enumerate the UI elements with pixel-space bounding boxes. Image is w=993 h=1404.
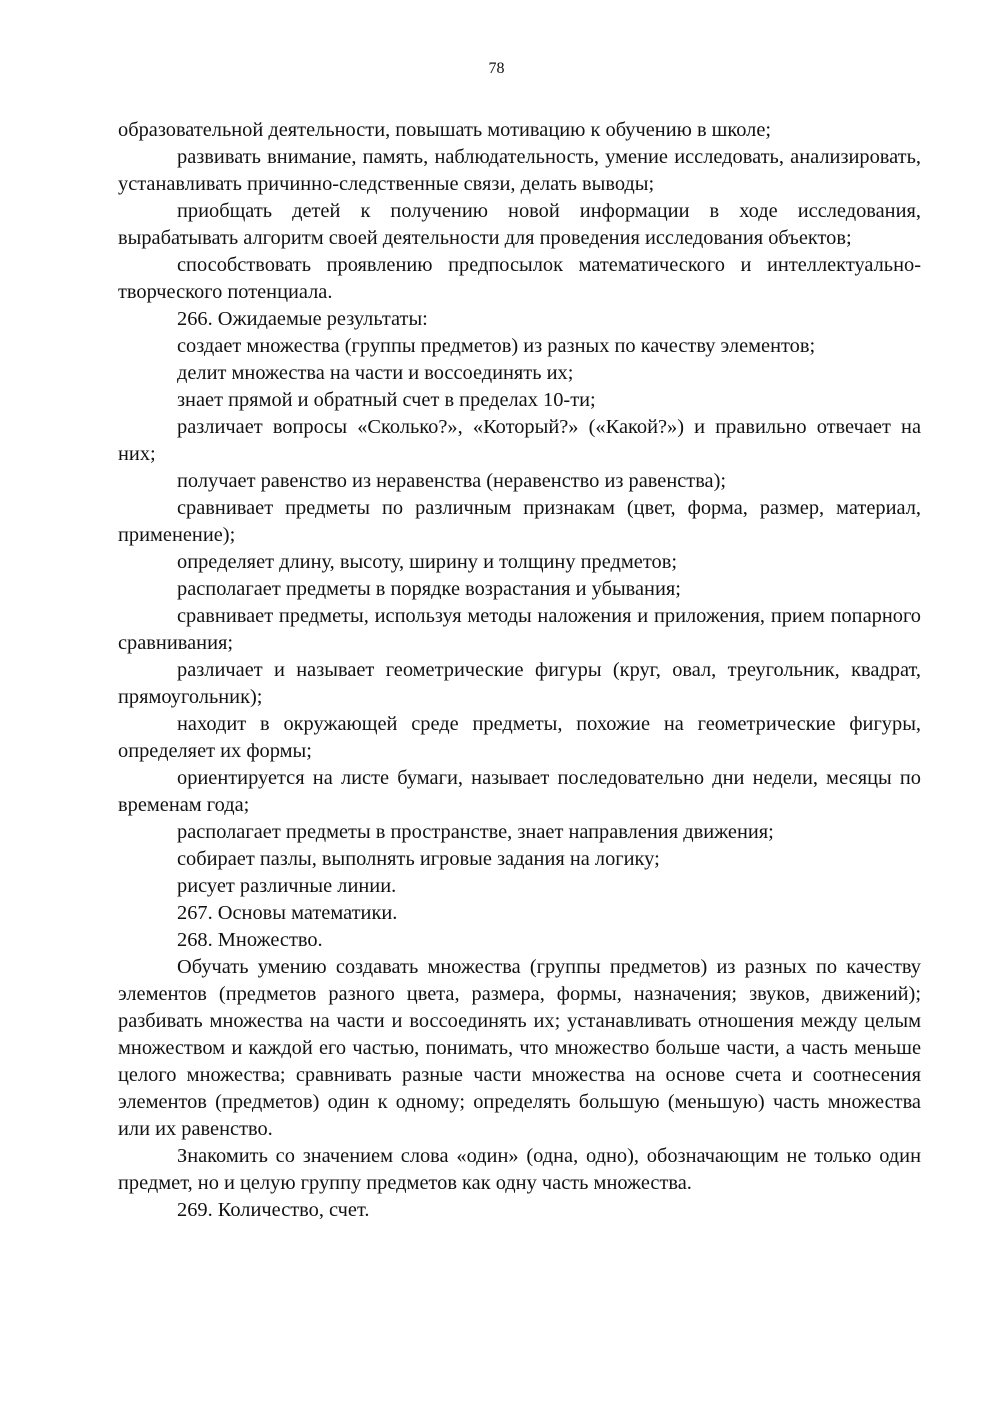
section-heading: 269. Количество, счет.: [177, 1199, 370, 1221]
section-heading: 266. Ожидаемые результаты:: [177, 308, 428, 330]
list-item: сравнивает предметы, используя методы наложения и приложения, прием попарного сравнивания;: [118, 605, 921, 654]
list-item: создает множества (группы предметов) из разных по качеству элементов;: [177, 335, 816, 357]
list-item: находит в окружающей среде предметы, похожие на геометрические фигуры, определяет их формы;: [118, 713, 921, 762]
list-item: знает прямой и обратный счет в пределах 10-ти;: [177, 389, 596, 411]
paragraph: развивать внимание, память, наблюдательность, умение исследовать, анализировать, устанавливать причинно-следственные связи, делать выводы;: [118, 146, 921, 195]
list-item: различает и называет геометрические фигуры (круг, овал, треугольник, квадрат, прямоугольник);: [118, 659, 921, 708]
document-body: [118, 117, 921, 1224]
list-item: располагает предметы в пространстве, знает направления движения;: [177, 821, 774, 843]
section-heading: 267. Основы математики.: [177, 902, 398, 924]
paragraph: образовательной деятельности, повышать мотивацию к обучению в школе;: [118, 119, 772, 141]
list-item: ориентируется на листе бумаги, называет последовательно дни недели, месяцы по временам года;: [118, 767, 921, 816]
section-heading: 268. Множество.: [177, 929, 323, 951]
list-item: определяет длину, высоту, ширину и толщину предметов;: [177, 551, 677, 573]
paragraph: Знакомить со значением слова «один» (одна, одно), обозначающим не только один предмет, но и целую группу предметов как одну часть множества.: [118, 1145, 921, 1194]
list-item: рисует различные линии.: [177, 875, 397, 897]
paragraph: приобщать детей к получению новой информации в ходе исследования, вырабатывать алгоритм своей деятельности для проведения исследования объектов;: [118, 200, 921, 249]
paragraph: способствовать проявлению предпосылок математического и интеллектуально-творческого потенциала.: [118, 254, 921, 303]
list-item: располагает предметы в порядке возрастания и убывания;: [177, 578, 681, 600]
page-number: 78: [488, 60, 505, 77]
list-item: получает равенство из неравенства (неравенство из равенства);: [177, 470, 727, 492]
list-item: делит множества на части и воссоединять их;: [177, 362, 574, 384]
paragraph: Обучать умению создавать множества (группы предметов) из разных по качеству элементов (предметов разного цвета, размера, формы, назначения; звуков, движений); разбивать множества на части и воссоединять их; устанавливать отношения между целым множеством и каждой его частью, понимать, что множество больше части, а часть меньше целого множества; сравнивать разные части множества на основе счета и соотнесения элементов (предметов) один к одному; определять большую (меньшую) часть множества или их равенство.: [118, 956, 921, 1140]
list-item: собирает пазлы, выполнять игровые задания на логику;: [177, 848, 660, 870]
list-item: сравнивает предметы по различным признакам (цвет, форма, размер, материал, применение);: [118, 497, 921, 546]
list-item: различает вопросы «Сколько?», «Который?» («Какой?») и правильно отвечает на них;: [118, 416, 921, 465]
